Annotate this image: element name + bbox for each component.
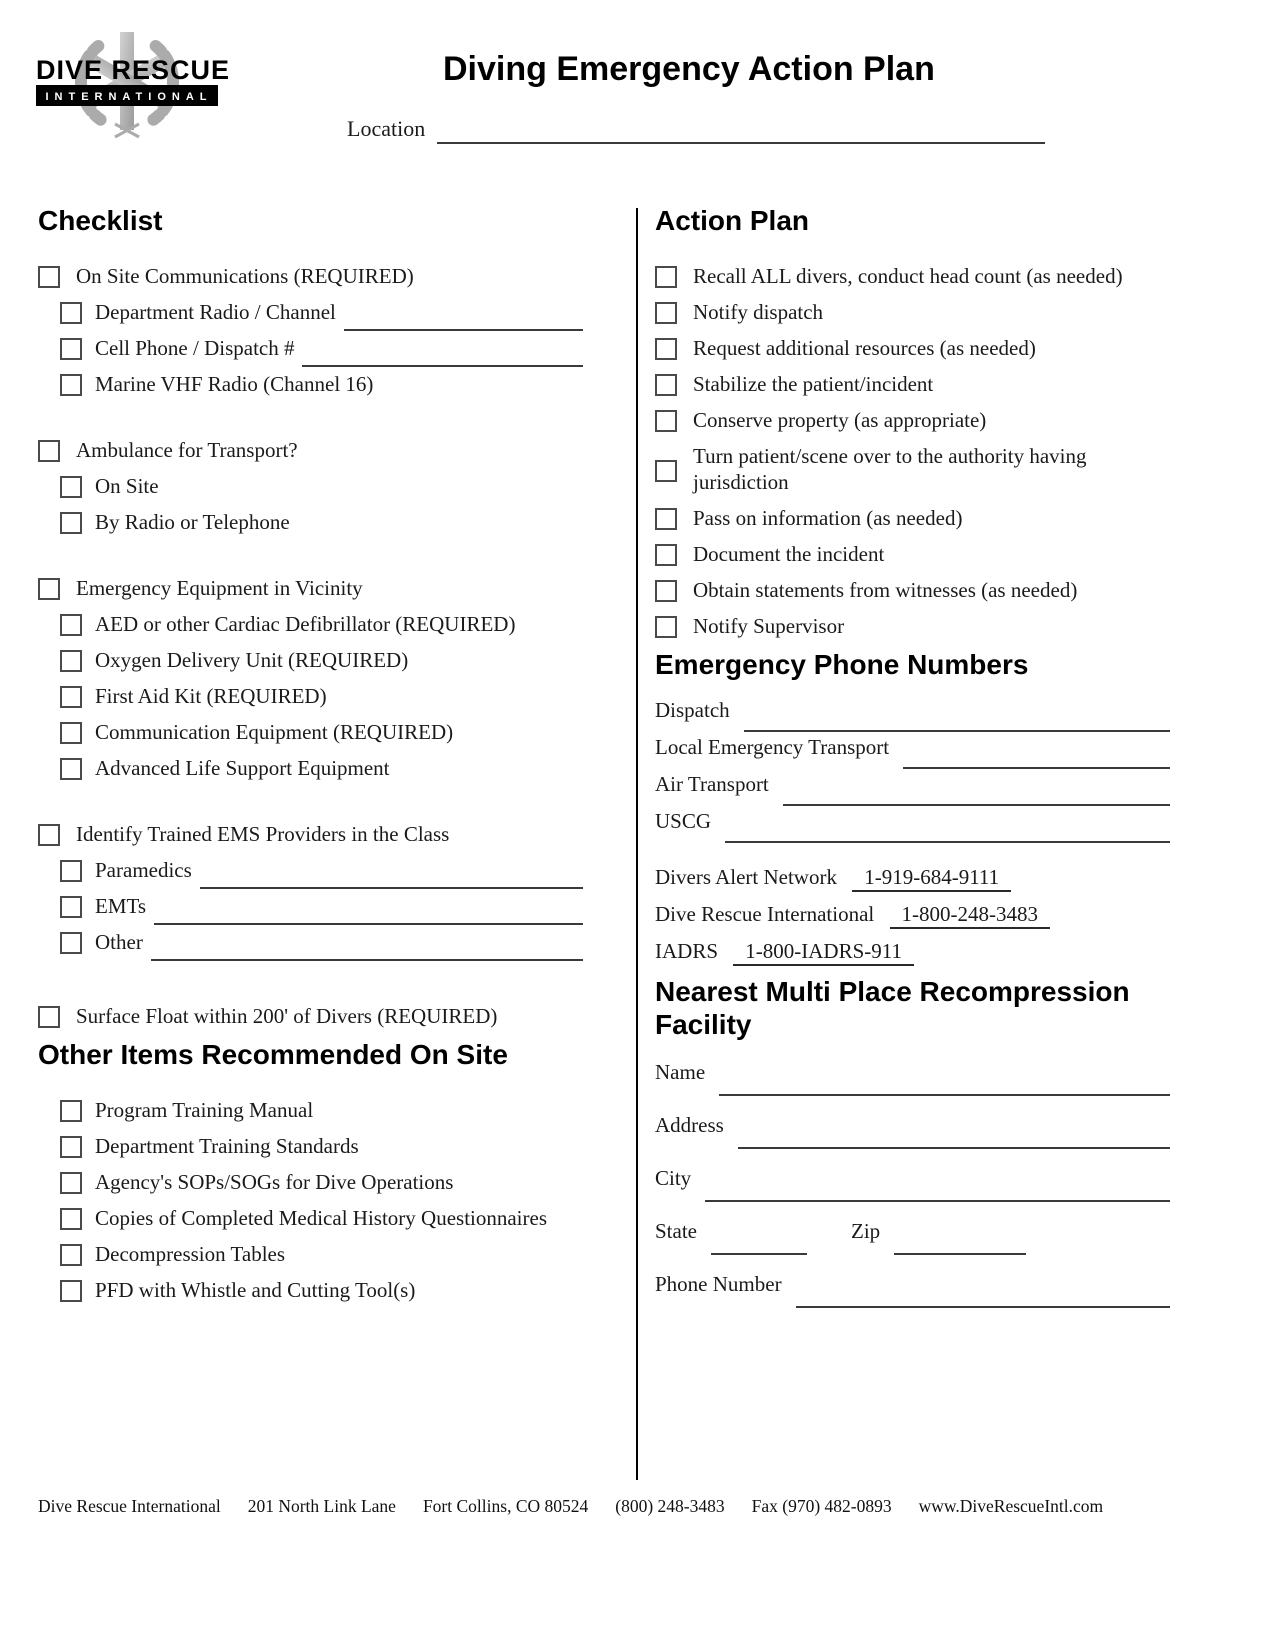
fill-in-line[interactable] (719, 1076, 1170, 1096)
checkbox[interactable] (38, 266, 60, 288)
local-emergency-transport-field (655, 734, 1170, 760)
checkbox[interactable] (60, 686, 82, 708)
iadrs-number: 1-800-IADRS-911 (733, 939, 914, 966)
checkbox[interactable] (655, 410, 677, 432)
item-label: Turn patient/scene over to the authority having jurisdiction (693, 444, 1092, 494)
checkbox[interactable] (655, 508, 677, 530)
logo-wordmark (36, 55, 231, 106)
item-label: Ambulance for Transport? (76, 438, 298, 462)
checkbox[interactable] (655, 266, 677, 288)
address-label: Address (655, 1113, 724, 1137)
fill-in-line[interactable] (783, 786, 1170, 806)
city-label: City (655, 1166, 692, 1190)
checkbox[interactable] (655, 302, 677, 324)
checkbox[interactable] (38, 440, 60, 462)
air-transport-label: Air Transport (655, 772, 769, 796)
item-label: Conserve property (as appropriate) (693, 408, 987, 432)
other-items-heading: Other Items Recommended On Site (38, 1039, 508, 1070)
dispatch-label: Dispatch (655, 698, 730, 722)
logo-text-dive-rescue: DIVE RESCUE (36, 56, 218, 88)
logo-text-international: INTERNATIONAL (36, 88, 218, 106)
fill-in-line[interactable] (151, 941, 583, 961)
recompression-facility-heading: Nearest Multi Place Recompression Facility (655, 976, 1130, 1040)
item-label: EMTs (95, 894, 147, 918)
other-item-decompression-tables (60, 1241, 583, 1267)
checkbox[interactable] (38, 824, 60, 846)
facility-name-field (655, 1059, 1170, 1085)
item-label: AED or other Cardiac Defibrillator (REQUIRED) (95, 612, 516, 636)
checkbox[interactable] (60, 758, 82, 780)
action-item-stabilize-patient (655, 371, 1170, 397)
fill-in-line[interactable] (894, 1235, 1026, 1255)
checkbox[interactable] (60, 614, 82, 636)
fill-in-line[interactable] (738, 1129, 1170, 1149)
checklist-item-surface-float (38, 1003, 583, 1029)
fill-in-line[interactable] (154, 905, 583, 925)
item-label: Surface Float within 200' of Divers (REQUIRED) (76, 1004, 498, 1028)
other-item-sops-sogs (60, 1169, 583, 1195)
item-label: Obtain statements from witnesses (as needed) (693, 578, 1078, 602)
item-label: Document the incident (693, 542, 885, 566)
footer-street: 201 North Link Lane (247, 1496, 396, 1516)
checklist-item-first-aid (60, 683, 583, 709)
item-label: Agency's SOPs/SOGs for Dive Operations (95, 1170, 454, 1194)
checklist-item-als-equipment (60, 755, 583, 781)
uscg-label: USCG (655, 809, 712, 833)
action-item-notify-dispatch (655, 299, 1170, 325)
iadrs-entry (655, 938, 1170, 964)
facility-phone-field (655, 1271, 1170, 1297)
checklist-item-emergency-equipment (38, 575, 583, 601)
divers-alert-network-entry (655, 864, 1170, 890)
action-item-turn-over-authority (655, 443, 1170, 495)
item-label: On Site Communications (REQUIRED) (76, 264, 414, 288)
air-transport-field (655, 771, 1170, 797)
other-item-medical-history (60, 1205, 583, 1231)
item-label: Communication Equipment (REQUIRED) (95, 720, 454, 744)
checkbox[interactable] (38, 578, 60, 600)
footer-website: www.DiveRescueIntl.com (918, 1496, 1104, 1516)
facility-address-field (655, 1112, 1170, 1138)
action-item-pass-information (655, 505, 1170, 531)
item-label: Advanced Life Support Equipment (95, 756, 390, 780)
location-fill-in-line[interactable] (437, 124, 1045, 144)
checkbox[interactable] (655, 460, 677, 482)
checkbox[interactable] (60, 1172, 82, 1194)
checklist-item-ambulance (38, 437, 583, 463)
checklist-item-identify-ems (38, 821, 583, 847)
checkbox[interactable] (60, 1136, 82, 1158)
emergency-phone-numbers-heading: Emergency Phone Numbers (655, 649, 1029, 680)
fill-in-line[interactable] (903, 749, 1170, 769)
fill-in-line[interactable] (302, 347, 583, 367)
checkbox[interactable] (655, 580, 677, 602)
item-label: On Site (95, 474, 159, 498)
footer (38, 1496, 1248, 1517)
checkbox[interactable] (60, 1100, 82, 1122)
local-emergency-transport-label: Local Emergency Transport (655, 735, 890, 759)
checklist-item-oxygen (60, 647, 583, 673)
item-label: Recall ALL divers, conduct head count (as needed) (693, 264, 1123, 288)
checkbox[interactable] (60, 860, 82, 882)
item-label: First Aid Kit (REQUIRED) (95, 684, 327, 708)
action-item-request-resources (655, 335, 1170, 361)
footer-phone: (800) 248-3483 (615, 1496, 725, 1516)
uscg-field (655, 808, 1170, 834)
dive-rescue-international-label: Dive Rescue International (655, 902, 875, 926)
item-label: Department Radio / Channel (95, 300, 336, 324)
item-label: Marine VHF Radio (Channel 16) (95, 372, 374, 396)
item-label: By Radio or Telephone (95, 510, 290, 534)
footer-company: Dive Rescue International (38, 1496, 221, 1516)
fill-in-line[interactable] (725, 823, 1170, 843)
item-label: Stabilize the patient/incident (693, 372, 934, 396)
fill-in-line[interactable] (705, 1182, 1170, 1202)
checkbox[interactable] (60, 476, 82, 498)
item-label: Identify Trained EMS Providers in the Class (76, 822, 450, 846)
item-label: Emergency Equipment in Vicinity (76, 576, 363, 600)
checkbox[interactable] (60, 302, 82, 324)
item-label: Program Training Manual (95, 1098, 314, 1122)
item-label: Paramedics (95, 858, 192, 882)
checklist-item-communication-equipment (60, 719, 583, 745)
other-item-training-standards (60, 1133, 583, 1159)
other-item-training-manual (60, 1097, 583, 1123)
checklist-item-aed (60, 611, 583, 637)
item-label: Cell Phone / Dispatch # (95, 336, 295, 360)
item-label: PFD with Whistle and Cutting Tool(s) (95, 1278, 416, 1302)
location-label: Location (347, 116, 426, 141)
divers-alert-network-number: 1-919-684-9111 (852, 865, 1011, 892)
checkbox[interactable] (655, 338, 677, 360)
zip-label: Zip (851, 1219, 881, 1243)
action-item-conserve-property (655, 407, 1170, 433)
checkbox[interactable] (60, 1208, 82, 1230)
checkbox[interactable] (60, 650, 82, 672)
dive-rescue-international-entry (655, 901, 1170, 927)
item-label: Copies of Completed Medical History Questionnaires (95, 1206, 548, 1230)
checkbox[interactable] (60, 932, 82, 954)
footer-city: Fort Collins, CO 80524 (422, 1496, 589, 1516)
checkbox[interactable] (60, 1244, 82, 1266)
phone-number-label: Phone Number (655, 1272, 782, 1296)
name-label: Name (655, 1060, 706, 1084)
item-label: Decompression Tables (95, 1242, 286, 1266)
checkbox[interactable] (655, 544, 677, 566)
other-item-pfd (60, 1277, 583, 1303)
fill-in-line[interactable] (744, 712, 1170, 732)
item-label: Notify dispatch (693, 300, 824, 324)
dive-rescue-international-logo (36, 20, 231, 142)
facility-city-field (655, 1165, 1170, 1191)
action-item-obtain-statements (655, 577, 1170, 603)
dispatch-field (655, 697, 1170, 723)
recompression-facility-section (655, 975, 1170, 1297)
fill-in-line[interactable] (200, 869, 583, 889)
fill-in-line[interactable] (711, 1235, 807, 1255)
checkbox[interactable] (655, 616, 677, 638)
checkbox[interactable] (60, 1280, 82, 1302)
action-item-document-incident (655, 541, 1170, 567)
checklist-item-other (60, 929, 583, 955)
fill-in-line[interactable] (796, 1288, 1170, 1308)
item-label: Pass on information (as needed) (693, 506, 963, 530)
checklist-item-department-radio (60, 299, 583, 325)
facility-state-zip-field (655, 1218, 1170, 1244)
checklist-column (38, 205, 583, 1313)
checkbox[interactable] (60, 338, 82, 360)
item-label: Other (95, 930, 143, 954)
item-label: Request additional resources (as needed) (693, 336, 1036, 360)
iadrs-label: IADRS (655, 939, 719, 963)
divers-alert-network-label: Divers Alert Network (655, 865, 837, 889)
checkbox[interactable] (60, 896, 82, 918)
checklist-item-on-site-communications (38, 263, 583, 289)
checklist-item-marine-vhf (60, 371, 583, 397)
action-item-recall-divers (655, 263, 1170, 289)
action-plan-heading: Action Plan (655, 205, 810, 236)
page-title: Diving Emergency Action Plan (443, 50, 935, 88)
checkbox[interactable] (60, 374, 82, 396)
checkbox[interactable] (655, 374, 677, 396)
checklist-item-paramedics (60, 857, 583, 883)
state-label: State (655, 1219, 697, 1243)
item-label: Notify Supervisor (693, 614, 845, 638)
column-divider (636, 208, 638, 1480)
action-plan-column (655, 205, 1170, 1324)
fill-in-line[interactable] (344, 311, 583, 331)
checklist-item-emts (60, 893, 583, 919)
checklist-item-on-site (60, 473, 583, 499)
checkbox[interactable] (60, 722, 82, 744)
action-item-notify-supervisor (655, 613, 1170, 639)
checkbox[interactable] (60, 512, 82, 534)
item-label: Oxygen Delivery Unit (REQUIRED) (95, 648, 409, 672)
checklist-heading: Checklist (38, 205, 163, 236)
checklist-item-cell-phone (60, 335, 583, 361)
item-label: Department Training Standards (95, 1134, 359, 1158)
dive-rescue-international-number: 1-800-248-3483 (890, 902, 1050, 929)
checklist-item-by-radio (60, 509, 583, 535)
checkbox[interactable] (38, 1006, 60, 1028)
location-field (347, 116, 1045, 142)
footer-fax: Fax (970) 482-0893 (751, 1496, 892, 1516)
